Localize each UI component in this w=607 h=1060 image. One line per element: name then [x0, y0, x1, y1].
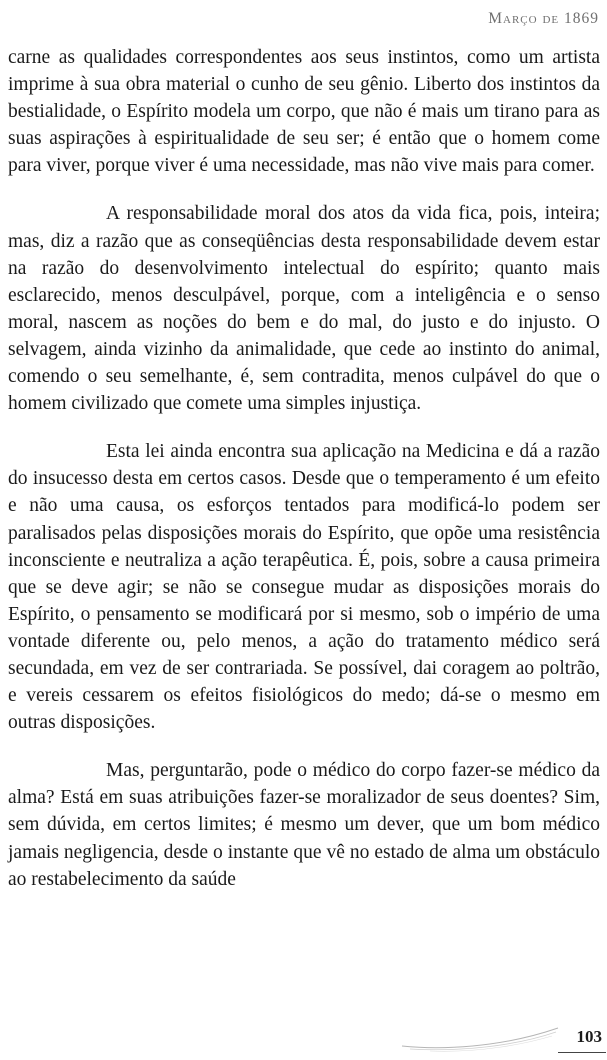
page-body	[8, 44, 600, 893]
paragraph-continued: carne as qualidades correspondentes aos seus instintos, como um artista imprime à sua obra material o cunho de seu gênio. Liberto dos instintos da bestialidade, o Espírito modela um corpo, que não é mais um tirano para as suas aspirações à espiritualidade de seu ser; é então que o homem come para viver, porque viver é uma necessidade, mas não vive mais para comer.	[8, 47, 600, 177]
running-header: Março de 1869	[488, 10, 599, 27]
paragraph: Esta lei ainda encontra sua aplicação na Medicina e dá a razão do insucesso desta em certos casos. Desde que o temperamento é um efeito e não uma causa, os esforços tentados para modificá-lo podem ser paralisados pelas disposições morais do Espírito, que opõe uma resistência inconsciente e neutraliza a ação terapêutica. É, pois, sobre a causa primeira que se deve agir; se não se consegue mudar as disposições morais do Espírito, o pensamento se modificará por si mesmo, sob o império de uma vontade diferente ou, pelo menos, a ação do tratamento médico será secundada, em vez de ser contrariada. Se possível, dai coragem ao poltrão, e vereis cessarem os efeitos fisiológicos do medo; dá-se o mesmo em outras disposições.	[8, 441, 600, 734]
page-number: 103	[576, 1027, 602, 1046]
paragraph: Mas, perguntarão, pode o médico do corpo fazer-se médico da alma? Está em suas atribuições fazer-se moralizador de seus doentes? Sim, sem dúvida, em certos limites; é mesmo um dever, que um bom médico jamais negligencia, desde o instante que vê no estado de alma um obstáculo ao restabelecimento da saúde	[8, 760, 600, 890]
page-number-underline	[558, 1052, 606, 1053]
decorative-swoosh	[400, 1022, 560, 1054]
paragraph: A responsabilidade moral dos atos da vida fica, pois, inteira; mas, diz a razão que as conseqüências desta responsabilidade devem estar na razão do desenvolvimento intelectual do espírito; quanto mais esclarecido, menos desculpável, porque, com a inteligência e o senso moral, nascem as noções do bem e do mal, do justo e do injusto. O selvagem, ainda vizinho da animalidade, que cede ao instinto do animal, comendo o seu semelhante, é, sem contradita, menos culpável do que o homem civilizado que comete uma simples injustiça.	[8, 203, 600, 415]
